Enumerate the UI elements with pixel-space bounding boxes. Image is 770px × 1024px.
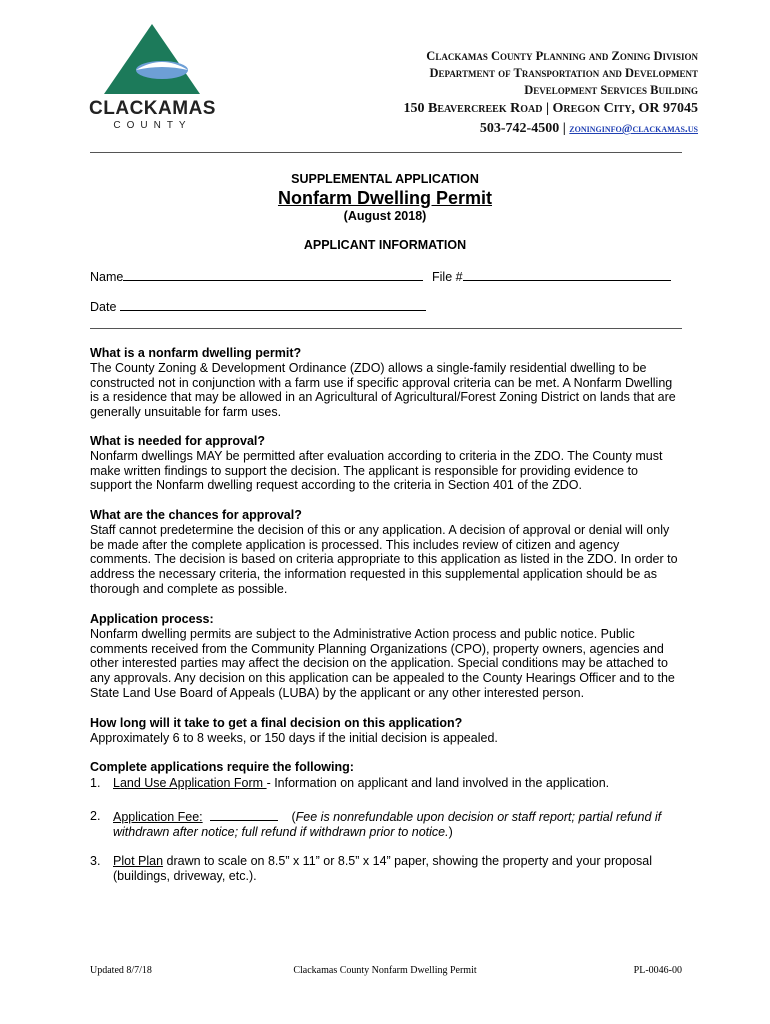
file-label: File # (432, 270, 463, 284)
date-blank[interactable] (120, 298, 426, 311)
section-heading: What are the chances for approval? (90, 508, 302, 522)
logo-subtitle: COUNTY (113, 120, 192, 131)
building-name: Development Services Building (524, 83, 698, 97)
fee-label: Application Fee: (113, 810, 203, 824)
file-number-field[interactable] (432, 268, 671, 284)
clackamas-logo (80, 24, 225, 134)
footer-title: Clackamas County Nonfarm Dwelling Permit (293, 965, 477, 976)
application-form-link[interactable]: Land Use Application Form (113, 776, 267, 790)
requirement-item-1 (90, 776, 682, 792)
item-rest: - Information on applicant and land involved in the application. (266, 776, 610, 790)
file-number-blank[interactable] (463, 268, 671, 281)
plot-plan-label: Plot Plan (113, 854, 164, 868)
mountain-logo-icon (102, 24, 202, 96)
division-name: Clackamas County Planning and Zoning Division (426, 49, 698, 63)
fee-note: Fee is nonrefundable upon decision or staff report; partial refund if withdrawn after notice; full refund if withdrawn prior to notice. (113, 810, 662, 839)
section-heading: What is a nonfarm dwelling permit? (90, 346, 302, 360)
section-approval-needs (90, 434, 682, 493)
section-timeline (90, 716, 682, 746)
section-heading: What is needed for approval? (90, 434, 266, 448)
section-text: Nonfarm dwellings MAY be permitted after evaluation according to criteria in the ZDO. The County must make written findings to support the decision. The applicant is responsible for providing evidence to support the Nonfarm dwelling request according to the criteria in Section 401 of the ZDO. (90, 448, 663, 493)
supplemental-label: SUPPLEMENTAL APPLICATION (291, 172, 479, 186)
section-heading: How long will it take to get a final decision on this application? (90, 716, 463, 730)
section-text: Nonfarm dwelling permits are subject to the Administrative Action process and public notice. Public comments received from the Community Planning Organizations (CPO), property owners, agencies and other interested parties may affect the decision on the application. Special conditions may be attached to any approvals. Any decision on this application can be appealed to the County Hearings Officer and to the State Land Use Board of Appeals (LUBA) by the applicant or any other interested person. (90, 626, 675, 700)
section-text: Approximately 6 to 8 weeks, or 150 days if the initial decision is appealed. (90, 730, 498, 745)
item-text (113, 776, 683, 791)
item-number: 1. (90, 776, 101, 790)
phone-number: 503-742-4500 | (479, 121, 566, 136)
email-link[interactable]: zoninginfo@clackamas.us (569, 123, 698, 135)
name-blank[interactable] (123, 268, 423, 281)
logo-wordmark: CLACKAMAS (89, 98, 216, 119)
department-name: Department of Transportation and Development (429, 66, 698, 80)
item-number: 3. (90, 854, 101, 868)
section-process (90, 612, 682, 701)
item-number: 2. (90, 809, 101, 823)
date-field[interactable] (90, 298, 426, 314)
requirement-item-3 (90, 854, 682, 886)
header-divider (90, 152, 682, 153)
address: 150 Beavercreek Road | Oregon City, OR 97045 (403, 101, 698, 116)
item-text: Application Fee: (Fee is nonrefundable upon decision or staff report; partial refund if withdrawn after notice; full refund if withdrawn prior to notice.) (113, 810, 662, 839)
page-title: Nonfarm Dwelling Permit (277, 188, 493, 208)
item-rest: drawn to scale on 8.5” x 11” or 8.5” x 14” paper, showing the property and your proposal (buildings, driveway, etc.). (113, 854, 652, 883)
applicant-info-heading: APPLICANT INFORMATION (303, 238, 467, 252)
date-label: Date (90, 300, 117, 314)
form-divider (90, 328, 682, 329)
section-chances (90, 508, 682, 597)
section-text: The County Zoning & Development Ordinance (ZDO) allows a single-family residential dwelling to be constructed not in conjunction with a farm use if specific approval criteria can be met. A Nonfarm Dwelling is a residence that may be allowed in an Agricultural of Agricultural/Forest Zoning District on lands that are generally unsuitable for farm uses. (90, 360, 676, 420)
requirements-heading-block (90, 760, 682, 775)
fee-blank[interactable] (210, 809, 278, 821)
contact-line (404, 119, 698, 139)
footer-form-number: PL-0046-00 (633, 965, 682, 976)
section-heading: Application process: (90, 612, 214, 626)
name-field[interactable] (90, 268, 423, 284)
agency-header (404, 48, 698, 139)
name-label: Name (90, 270, 124, 284)
footer-updated: Updated 8/7/18 (90, 965, 152, 976)
section-text: Staff cannot predetermine the decision of this or any application. A decision of approval or denial will only be made after the complete application is processed. This includes review of citizen and agency comments. The decision is based on criteria appropriate to this application as listed in the ZDO. In order to address the necessary criteria, the information requested in this supplemental application should be as thorough and complete as possible. (90, 522, 678, 596)
revision-date: (August 2018) (343, 209, 427, 223)
requirement-item-2 (90, 809, 682, 841)
section-what-is (90, 346, 682, 420)
item-text (113, 854, 683, 884)
requirements-heading: Complete applications require the following: (90, 760, 354, 774)
